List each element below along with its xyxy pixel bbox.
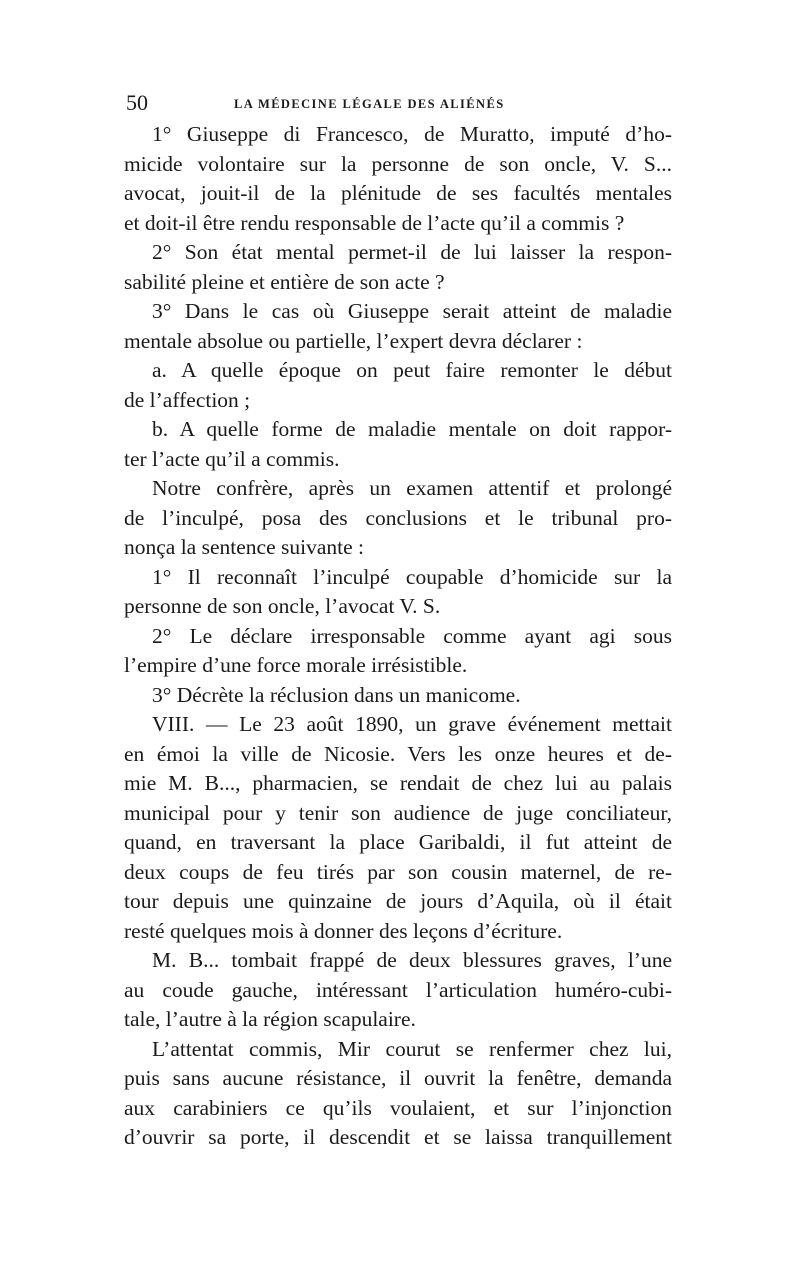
body-text [124,120,672,1153]
book-page [124,88,672,1153]
text-line: resté quelques mois à donner des leçons d’écriture. [124,918,563,943]
text-line: a. A quelle époque on peut faire remonter le début [152,358,672,382]
text-line: puis sans aucune résistance, il ouvrit la fenêtre, demanda [124,1066,672,1090]
text-line: tour depuis une quinzaine de jours d’Aquila, où il était [124,889,672,913]
text-line: personne de son oncle, l’avocat V. S. [124,594,441,618]
text-line: 1° Giuseppe di Francesco, de Muratto, imputé d’ho- [152,122,672,146]
text-line: VIII. — Le 23 août 1890, un grave événement mettait [152,712,672,736]
text-line: au coude gauche, intéressant l’articulation huméro-cubi- [124,977,672,1002]
text-line: mie M. B..., pharmacien, se rendait de chez lui au palais [124,771,672,795]
text-line: l’empire d’une force morale irrésistible. [124,653,468,677]
text-line: nonça la sentence suivante : [124,535,364,559]
text-line: L’attentat commis, Mir courut se renfermer chez lui, [152,1036,672,1061]
text-line: ter l’acte qu’il a commis. [124,446,340,471]
text-line: quand, en traversant la place Garibaldi, il fut atteint de [124,830,672,854]
text-line: d’ouvrir sa porte, il descendit et se laissa tranquillement [124,1125,672,1149]
text-line: Notre confrère, après un examen attentif et prolongé [152,476,672,500]
text-line: en émoi la ville de Nicosie. Vers les onze heures et de- [124,741,672,766]
text-line: mentale absolue ou partielle, l’expert devra déclarer : [124,328,583,353]
text-line: 1° Il reconnaît l’inculpé coupable d’homicide sur la [152,564,672,589]
text-line: 3° Dans le cas où Giuseppe serait atteint de maladie [152,299,672,323]
text-line: et doit-il être rendu responsable de l’acte qu’il a commis ? [124,210,625,235]
running-title: LA MÉDECINE LÉGALE DES ALIÉNÉS [234,97,505,111]
text-line: micide volontaire sur la personne de son oncle, V. S... [124,151,672,176]
page-number: 50 [126,90,148,115]
text-line: M. B... tombait frappé de deux blessures graves, l’une [152,948,672,972]
text-line: de l’inculpé, posa des conclusions et le tribunal pro- [124,505,672,530]
text-line: b. A quelle forme de maladie mentale on doit rappor- [152,417,672,441]
text-line: 2° Le déclare irresponsable comme ayant agi sous [152,623,672,648]
text-line: tale, l’autre à la région scapulaire. [124,1007,416,1031]
text-line: municipal pour y tenir son audience de juge conciliateur, [124,800,672,825]
text-line: sabilité pleine et entière de son acte ? [124,269,445,294]
text-line: avocat, jouit-il de la plénitude de ses facultés mentales [124,181,672,205]
text-line: de l’affection ; [124,387,251,412]
text-line: 3° Décrète la réclusion dans un manicome. [152,682,521,707]
running-head [124,88,672,118]
text-line: 2° Son état mental permet-il de lui laisser la respon- [152,240,672,264]
text-line: deux coups de feu tirés par son cousin maternel, de re- [124,859,672,884]
text-line: aux carabiniers ce qu’ils voulaient, et sur l’injonction [124,1095,672,1120]
